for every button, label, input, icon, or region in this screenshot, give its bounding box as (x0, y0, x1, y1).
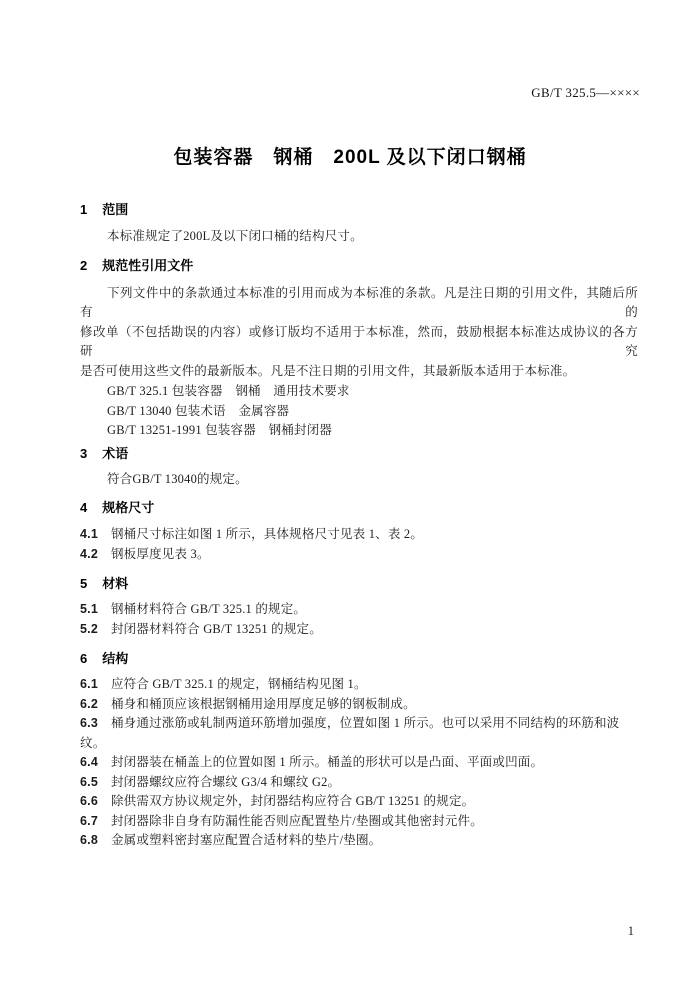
clause-text: 钢桶材料符合 GB/T 325.1 的规定。 (110, 602, 307, 616)
section-number: 2 (80, 257, 88, 273)
page-number: 1 (627, 924, 634, 938)
section-heading-label: 规格尺寸 (102, 500, 155, 515)
clause-6-2 (80, 695, 638, 715)
clause-6-4 (80, 753, 638, 773)
clause-text: 桶身通过涨筋或轧制两道环筋增加强度，位置如图 1 所示。也可以采用不同结构的环筋和波纹。 (80, 716, 620, 750)
clause-number: 6.6 (80, 794, 98, 808)
clause-4-1 (80, 525, 638, 545)
references-intro-line: 修改单（不包括勘误的内容）或修订版均不适用于本标准，然而，鼓励根据本标准达成协议的各方研究 (80, 324, 638, 358)
section-heading-normative-references (80, 257, 638, 275)
section-heading-terms (80, 445, 638, 463)
clause-number: 4.1 (80, 527, 98, 541)
section-heading-label: 术语 (102, 445, 129, 461)
clause-number: 6.3 (80, 716, 98, 730)
clause-4-2 (80, 545, 638, 565)
clause-number: 6.7 (80, 813, 98, 828)
section-number: 5 (80, 576, 88, 591)
section-number: 4 (80, 500, 88, 515)
clause-text: 钢板厚度见表 3。 (110, 546, 210, 561)
section-heading-dimensions (80, 499, 638, 517)
clause-number: 6.2 (80, 696, 98, 711)
clause-number: 6.8 (80, 833, 98, 847)
clause-text: 封闭器材料符合 GB/T 13251 的规定。 (110, 621, 322, 636)
document-code: GB/T 325.5—×××× (531, 85, 640, 100)
clause-number: 5.1 (80, 602, 98, 616)
section-heading-label: 材料 (102, 576, 129, 591)
document-title: 包装容器 钢桶 200L 及以下闭口钢桶 (173, 147, 527, 168)
section-heading-label: 结构 (102, 651, 129, 666)
section-heading-structure (80, 650, 638, 668)
references-intro-line: 是否可使用这些文件的最新版本。凡是不注日期的引用文件，其最新版本适用于本标准。 (80, 363, 576, 378)
clause-number: 6.5 (80, 774, 98, 789)
reference-item: GB/T 13040 包装术语 金属容器 (107, 403, 290, 418)
clause-5-1 (80, 600, 638, 620)
clause-6-8 (80, 831, 638, 851)
section-heading-materials (80, 575, 638, 593)
clause-text: 封闭器螺纹应符合螺纹 G3/4 和螺纹 G2。 (110, 774, 341, 789)
clause-5-2 (80, 620, 638, 640)
clause-number: 5.2 (80, 621, 98, 636)
reference-item: GB/T 13251-1991 包装容器 钢桶封闭器 (107, 423, 333, 437)
clause-6-7 (80, 812, 638, 832)
scope-paragraph: 本标准规定了200L及以下闭口桶的结构尺寸。 (107, 229, 363, 243)
clause-text: 封闭器除非自身有防漏性能否则应配置垫片/垫圈或其他密封元件。 (110, 813, 483, 828)
section-heading-scope (80, 201, 638, 219)
section-number: 1 (80, 202, 88, 217)
clause-6-3 (80, 714, 638, 753)
clause-text: 除供需双方协议规定外，封闭器结构应符合 GB/T 13251 的规定。 (110, 794, 475, 808)
clause-number: 6.4 (80, 755, 98, 769)
clause-6-1 (80, 675, 638, 695)
clause-text: 封闭器装在桶盖上的位置如图 1 所示。桶盖的形状可以是凸面、平面或凹面。 (110, 755, 544, 769)
reference-item: GB/T 325.1 包装容器 钢桶 通用技术要求 (107, 384, 350, 398)
section-number: 3 (80, 445, 88, 461)
references-intro-line: 下列文件中的条款通过本标准的引用而成为本标准的条款。凡是注日期的引用文件，其随后所有的 (80, 285, 638, 319)
clause-text: 应符合 GB/T 325.1 的规定，钢桶结构见图 1。 (110, 677, 367, 691)
section-heading-label: 范围 (102, 202, 129, 217)
terms-paragraph: 符合GB/T 13040的规定。 (107, 471, 248, 486)
clause-text: 金属或塑料密封塞应配置合适材料的垫片/垫圈。 (110, 833, 382, 847)
clause-6-5 (80, 773, 638, 793)
clause-text: 钢桶尺寸标注如图 1 所示，具体规格尺寸见表 1、表 2。 (110, 527, 424, 541)
document-body (80, 198, 638, 851)
clause-number: 4.2 (80, 546, 98, 561)
section-number: 6 (80, 651, 88, 666)
clause-text: 桶身和桶顶应该根据钢桶用途用厚度足够的钢板制成。 (110, 696, 416, 711)
clause-number: 6.1 (80, 677, 98, 691)
clause-6-6 (80, 792, 638, 812)
section-heading-label: 规范性引用文件 (102, 257, 194, 273)
